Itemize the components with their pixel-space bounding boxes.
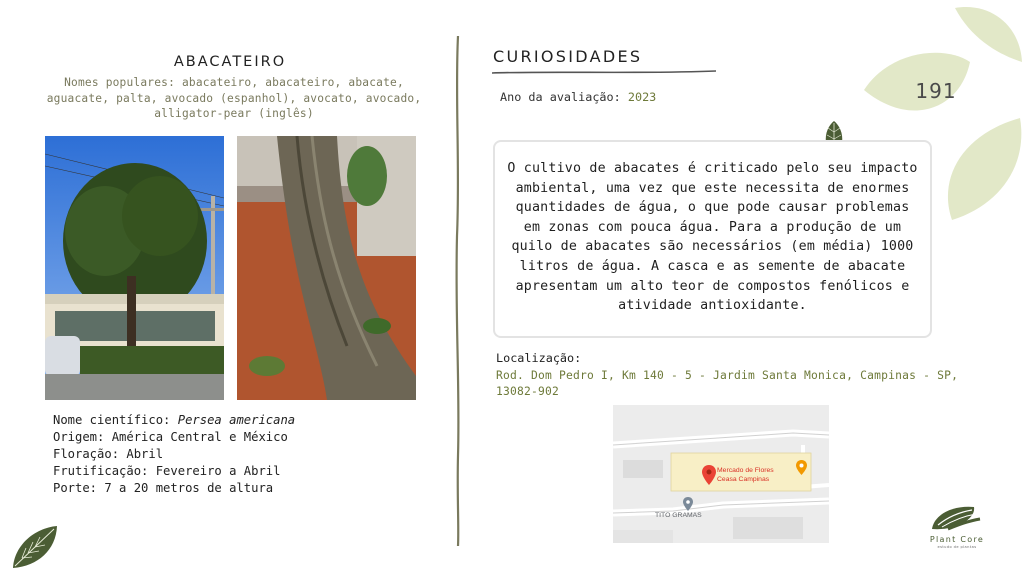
scientific-name-label: Nome científico:: [53, 413, 171, 427]
brand-tagline: estudo de plantas: [937, 545, 977, 549]
map-pin-icon[interactable]: [702, 465, 716, 485]
evaluation-label: Ano da avaliação:: [500, 90, 621, 104]
avocado-trunk-photo: [237, 136, 416, 400]
page-number: 191: [915, 79, 957, 103]
map-food-pin-icon[interactable]: [796, 460, 807, 475]
map-place-label: [717, 466, 774, 484]
map-place-line1: Mercado de Flores: [717, 467, 774, 474]
vertical-divider: [452, 36, 464, 546]
section-title: CURIOSIDADES: [493, 47, 643, 66]
location-address: Rod. Dom Pedro I, Km 140 - 5 - Jardim Santa Monica, Campinas - SP, 13082-902: [496, 369, 959, 398]
plant-core-logo-icon: [930, 503, 982, 533]
plant-size: Porte: 7 a 20 metros de altura: [53, 481, 274, 495]
map-poi-label: TITO GRAMAS: [655, 512, 702, 519]
flowering: Floração: Abril: [53, 447, 164, 461]
curiosity-text: O cultivo de abacates é criticado pelo seu impacto ambiental, uma vez que este necessita de enormes quantidades de água, o que pode causar problemas em zonas com pouca água. Para a produção de um quilo de abacates são necessários (em média) 1000 litros de água. A casca e as semente de abacate apresentam um alto teor de compostos fenólicos e atividade antioxidante.: [507, 161, 918, 314]
evaluation-value: 2023: [627, 90, 657, 104]
map-place-line2: Ceasa Campinas: [717, 476, 770, 483]
brand-name: Plant Core: [929, 535, 985, 544]
plant-facts: [53, 412, 433, 497]
scientific-name-row: [53, 412, 433, 429]
location-label: Localização:: [496, 351, 582, 365]
curiosity-text-box: [493, 140, 932, 338]
plant-title: ABACATEIRO: [173, 54, 287, 70]
origin: Origem: América Central e México: [53, 430, 288, 444]
fruiting: Frutificação: Fevereiro a Abril: [53, 464, 281, 478]
evaluation-year: [500, 90, 656, 104]
popular-names: Nomes populares: abacateiro, abacateiro, abacate, aguacate, palta, avocado (espanhol), avocato, avocado, alligator-pear (inglês): [46, 76, 422, 120]
title-underline: [492, 68, 716, 76]
avocado-tree-photo: [45, 136, 224, 400]
decorative-leaf-icon: [10, 524, 60, 570]
scientific-name: Persea americana: [177, 413, 296, 427]
map-poi-pin-icon[interactable]: [683, 497, 693, 511]
